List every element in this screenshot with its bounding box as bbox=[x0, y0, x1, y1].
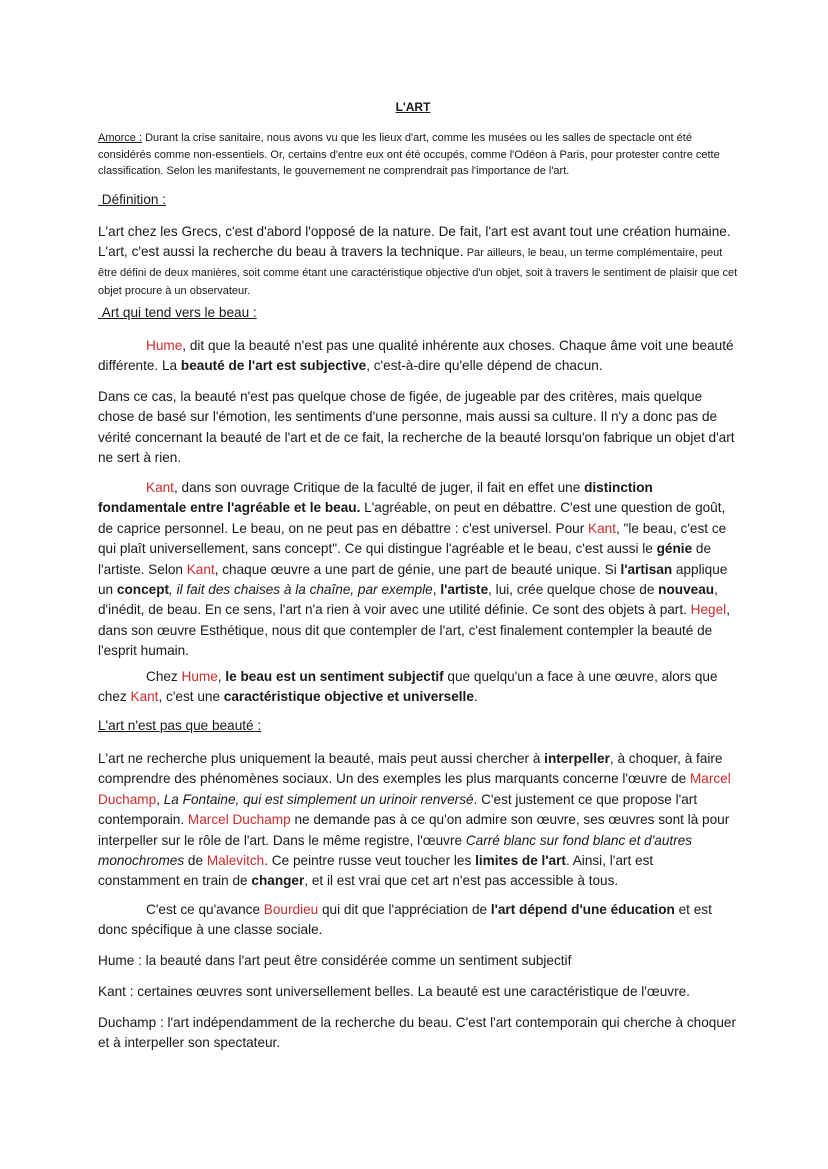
section-heading-beaute: L'art n'est pas que beauté : bbox=[98, 718, 262, 733]
bourdieu-paragraph bbox=[98, 900, 738, 941]
section-heading-beau-text: Art qui tend vers le beau : bbox=[101, 305, 257, 320]
summary-kant: Kant : certaines œuvres sont universellement belles. La beauté est une caractéristique de l'œuvre. bbox=[98, 984, 690, 999]
p5-k: limites de l'art bbox=[475, 853, 566, 869]
p5-i: de bbox=[184, 853, 207, 869]
p5-a: L'art ne recherche plus uniquement la beauté, mais peut aussi chercher à bbox=[98, 751, 545, 766]
p5-e: La Fontaine, qui est simplement un urinoir renversé bbox=[163, 791, 474, 807]
definition-heading bbox=[98, 192, 738, 207]
p6-c: l'art dépend d'une éducation bbox=[490, 902, 675, 917]
definition-heading-text: Définition : bbox=[101, 192, 167, 207]
document-title: L'ART bbox=[395, 100, 431, 114]
p3-r: , d'inédit, de beau. En ce sens, l'art n'a rien à voir avec une utilité définie. Ce sont des objets à part. bbox=[98, 582, 718, 618]
name-hume: Hume bbox=[146, 338, 183, 353]
summary-duchamp: Duchamp : l'art indépendamment de la recherche du beau. C'est l'art contemporain qui cherche à choquer et à interpeller son spectateur. bbox=[98, 1015, 736, 1051]
definition-small-text: Par ailleurs, le beau, un terme complémentaire, peut être défini de deux manières, soit comme étant une caractéristique objective d'un objet, soit à travers le sentiment de plaisir que cet objet procure à un observateur. bbox=[98, 247, 738, 298]
p4-f: caractéristique objective et universelle bbox=[223, 689, 474, 705]
p1-text-a: , dit que la beauté n'est pas une qualité inhérente aux choses. Chaque âme voit une beauté différente. La bbox=[98, 338, 734, 374]
p5-j: . Ce peintre russe veut toucher les bbox=[264, 853, 476, 869]
name-kant: Kant bbox=[146, 480, 174, 495]
name-kant-2: Kant bbox=[588, 520, 616, 536]
p3-j: l'artisan bbox=[620, 561, 673, 577]
hume-paragraph bbox=[98, 336, 738, 377]
p5-m: changer bbox=[251, 873, 305, 889]
name-kant-3: Kant bbox=[186, 561, 215, 577]
p6-b: qui dit que l'appréciation de bbox=[318, 902, 491, 917]
p3-k: applique un bbox=[98, 561, 728, 598]
p3-d: entre l'agréable et le beau. bbox=[190, 500, 361, 516]
p3-l: concept bbox=[116, 582, 170, 598]
kant-paragraph bbox=[98, 478, 738, 662]
p4-c: le beau est un sentiment subjectif bbox=[225, 669, 444, 684]
p5-f: . C'est justement ce que propose l'art contemporain. bbox=[98, 791, 698, 828]
p4-e: , c'est une bbox=[158, 689, 224, 705]
p3-g: génie bbox=[656, 541, 693, 557]
duchamp-paragraph bbox=[98, 749, 738, 892]
p3-i: , chaque œuvre a une part de génie, une part de beauté unique. Si bbox=[214, 561, 621, 577]
p3-o: l'artiste bbox=[440, 582, 489, 598]
p3-h: de l'artiste. Selon bbox=[98, 541, 712, 577]
name-bourdieu: Bourdieu bbox=[263, 902, 319, 917]
p4-g: . bbox=[473, 689, 478, 705]
amorce-paragraph bbox=[98, 130, 738, 180]
p5-h: Carré blanc sur fond blanc et d'autres monochromes bbox=[98, 832, 693, 869]
p3-a: , dans son ouvrage Critique de la faculté de juger, il fait en effet une bbox=[173, 480, 585, 495]
p6-d: et est donc spécifique à une classe sociale. bbox=[98, 902, 712, 938]
summary-hume: Hume : la beauté dans l'art peut être considérée comme un sentiment subjectif bbox=[98, 953, 572, 968]
p5-b: interpeller bbox=[544, 751, 610, 766]
name-hegel: Hegel bbox=[690, 602, 727, 618]
name-duchamp-2: Marcel Duchamp bbox=[187, 812, 291, 828]
p3-q: nouveau bbox=[658, 582, 715, 598]
p5-n: , et il est vrai que cet art n'est pas accessible à tous. bbox=[304, 873, 619, 889]
name-duchamp: Marcel Duchamp bbox=[98, 771, 731, 807]
p5-g: ne demande pas à ce qu'on admire son œuvre, ses œuvres sont là pour interpeller sur le rôle de l'art. Dans le même registre, l'œuvre bbox=[98, 812, 730, 848]
p3-e: L'agréable, on peut en débattre. C'est une question de goût, de caprice personnel. Le beau, on ne peut pas en débattre : c'est universel. Pour bbox=[98, 500, 726, 536]
definition-main-text: L'art chez les Grecs, c'est d'abord l'opposé de la nature. De fait, l'art est avant tout une création humaine. L'art, c'est aussi la recherche du beau à travers la technique. bbox=[98, 224, 731, 260]
beauty-paragraph: Dans ce cas, la beauté n'est pas quelque chose de figée, de jugeable par des critères, mais quelque chose de basé sur l'émotion, les sentiments d'une personne, mais aussi sa culture. Il n'y a donc pas de vérité concernant la beauté de l'art et de ce fait, la recherche de la beauté lorsqu'on fabrique un objet d'art ne sert à rien. bbox=[98, 389, 735, 466]
p3-n: , bbox=[432, 582, 441, 598]
p5-d: , bbox=[156, 791, 164, 807]
section-heading-beau bbox=[98, 305, 738, 320]
p1-text-c: , c'est-à-dire qu'elle dépend de chacun. bbox=[366, 358, 603, 374]
p5-l: . Ainsi, l'art est constamment en train de bbox=[98, 853, 654, 889]
definition-paragraph bbox=[98, 222, 738, 300]
p3-b: distinction fondamentale bbox=[98, 480, 653, 516]
p3-m: , il fait des chaises à la chaîne, par exemple bbox=[169, 582, 433, 598]
name-malevitch: Malevitch bbox=[206, 853, 265, 869]
comparison-paragraph bbox=[98, 667, 738, 708]
p4-a: Chez bbox=[146, 669, 182, 684]
p3-f: , "le beau, c'est ce qui plaît universellement, sans concept". Ce qui distingue l'agréable et le beau, c'est aussi le bbox=[98, 520, 727, 557]
p5-c: , à choquer, à faire comprendre des phénomènes sociaux. Un des exemples les plus marquants concerne l'œuvre de bbox=[98, 751, 723, 787]
p6-a: C'est ce qu'avance bbox=[146, 902, 264, 917]
p3-s: , dans son œuvre Esthétique, nous dit que contempler de l'art, c'est finalement contempler la beauté de l'esprit humain. bbox=[98, 602, 730, 659]
amorce-text: Durant la crise sanitaire, nous avons vu que les lieux d'art, comme les musées ou les salles de spectacle ont été considérés comme non-essentiels. Or, certains d'entre eux ont été occupés, comme l'Odéon à Paris, pour protester contre cette classification. Selon les manifestants, le gouvernement ne comprendrait pas l'importance de l'art. bbox=[98, 132, 720, 177]
p4-b: , bbox=[217, 669, 226, 684]
name-hume-2: Hume bbox=[181, 669, 218, 684]
amorce-label: Amorce : bbox=[98, 132, 143, 144]
p1-bold: beauté de l'art est subjective bbox=[180, 358, 367, 374]
p3-p: , lui, crée quelque chose de bbox=[488, 582, 659, 598]
name-kant-4: Kant bbox=[130, 689, 159, 705]
p4-d: que quelqu'un a face à une œuvre, alors que chez bbox=[98, 669, 718, 705]
